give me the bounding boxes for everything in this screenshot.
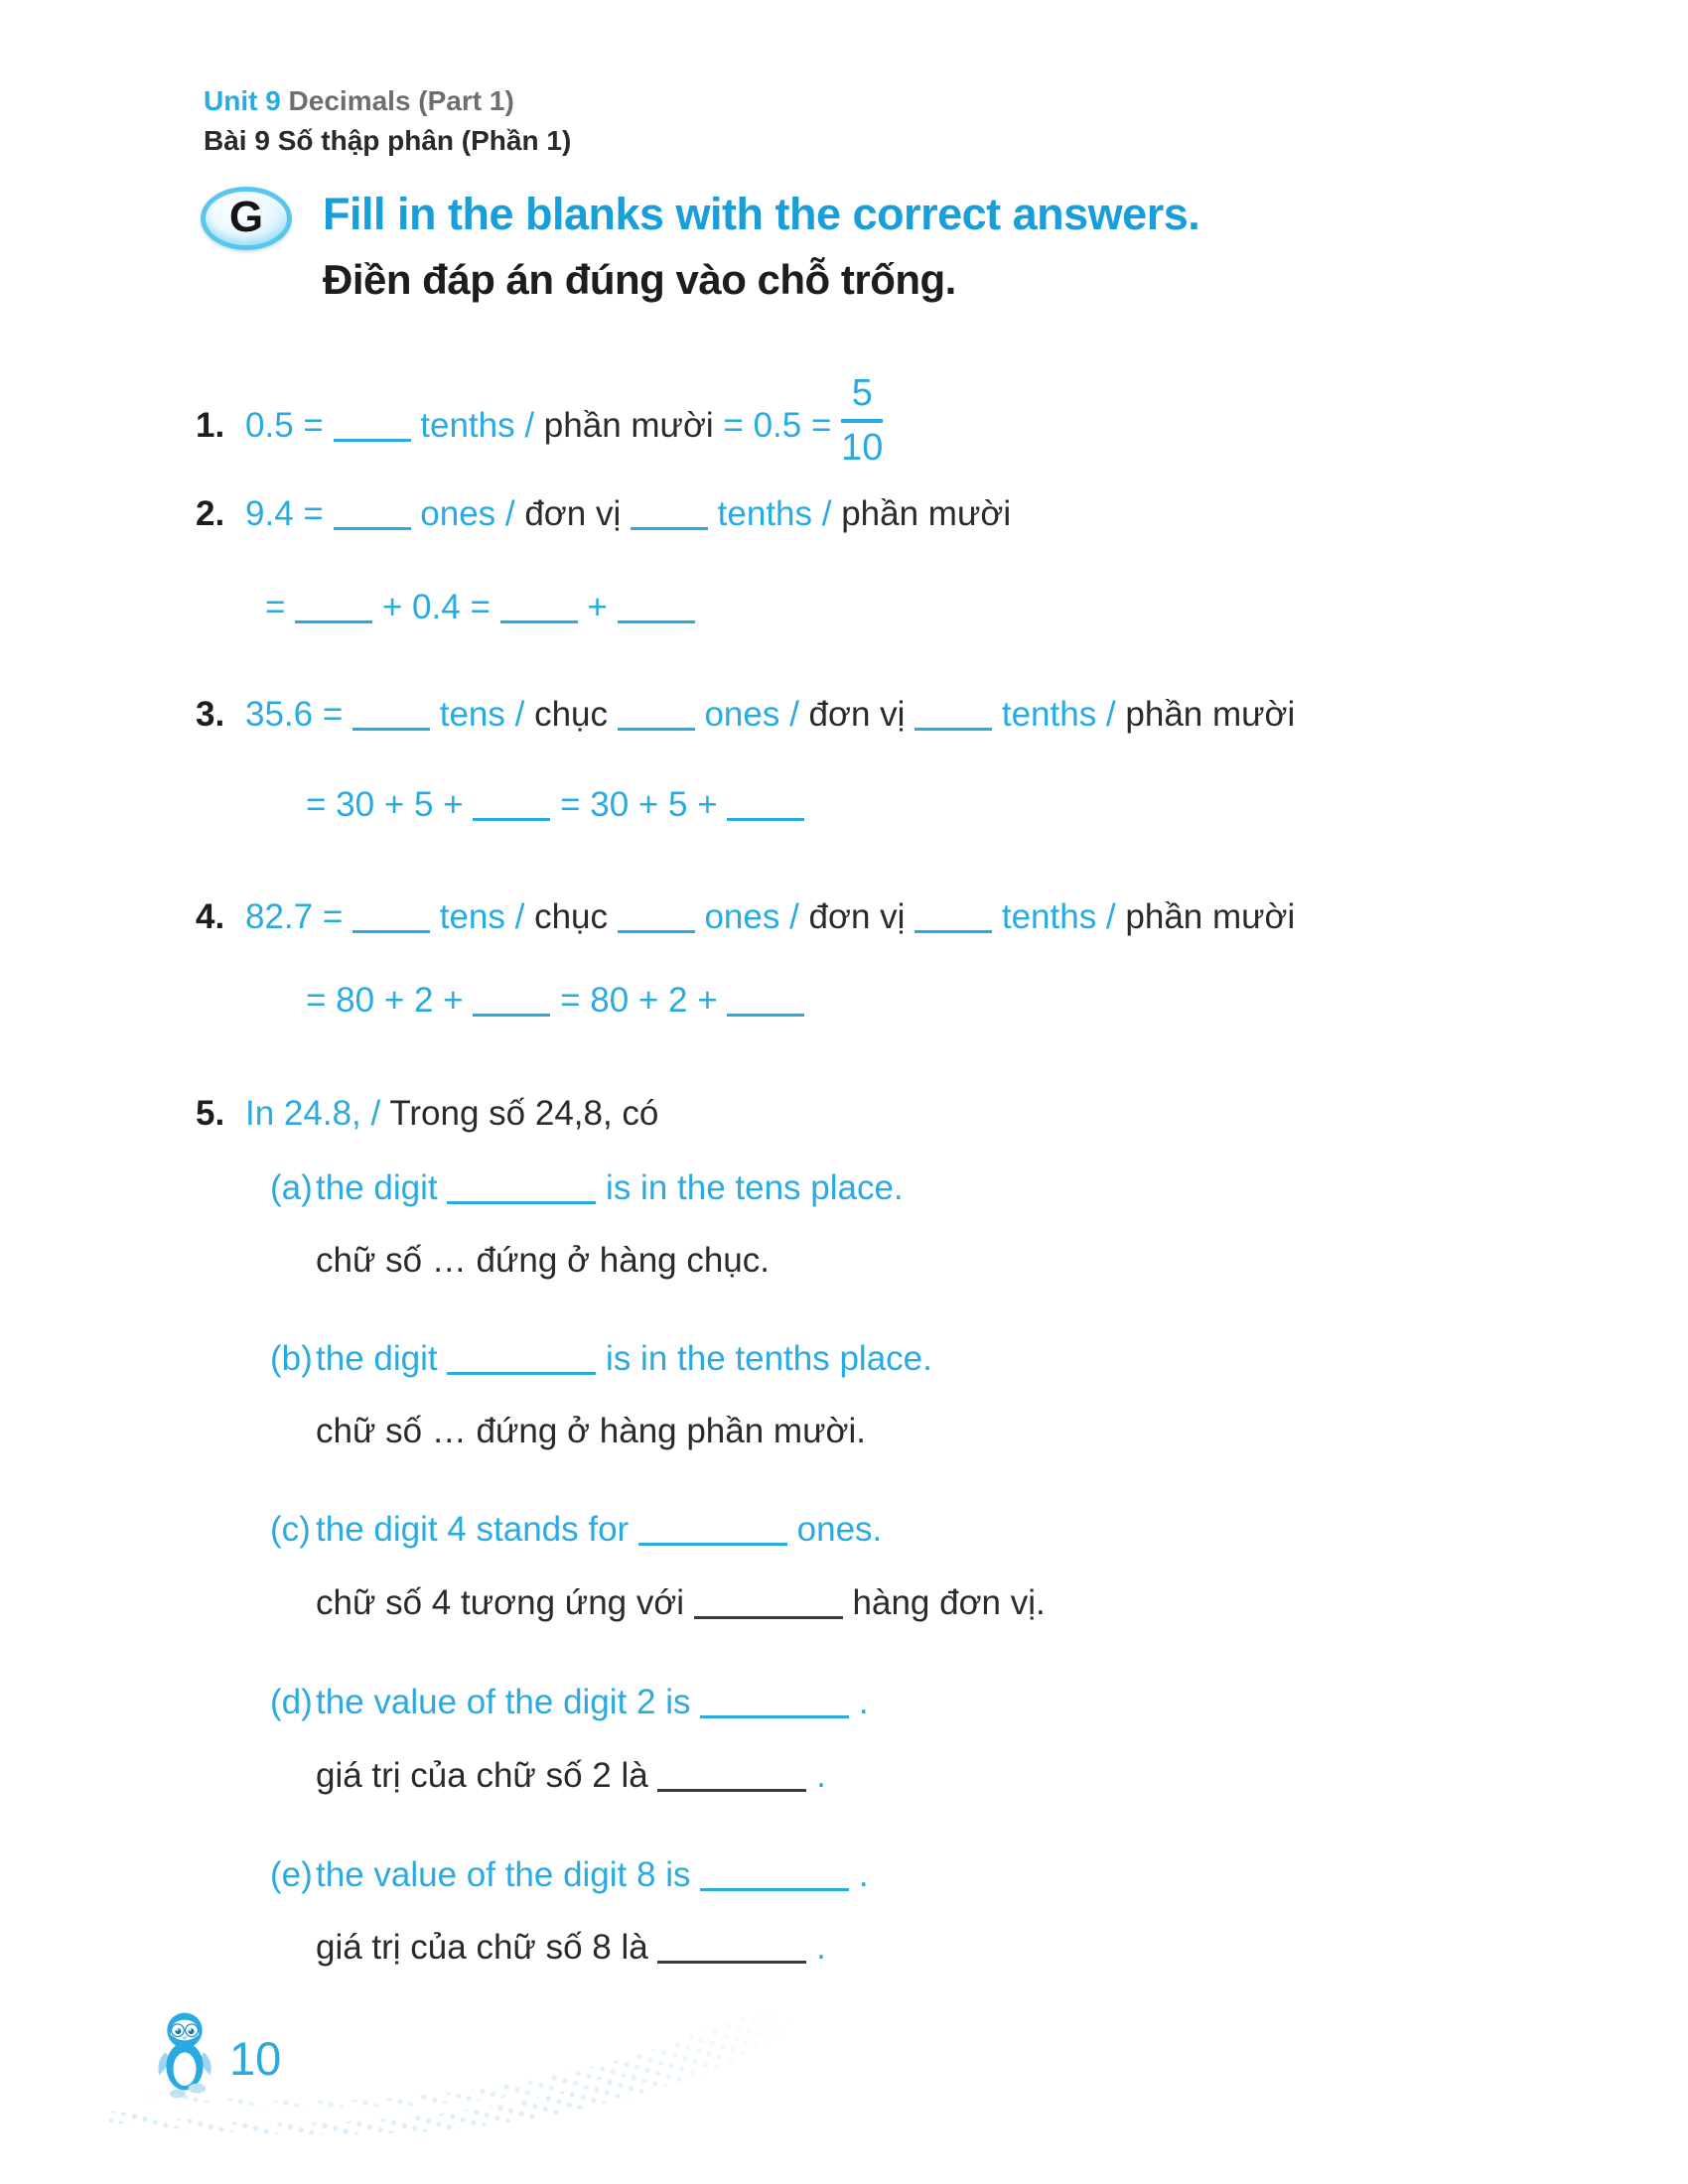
text-segment: phần mười xyxy=(841,494,1012,533)
item-text xyxy=(245,695,1295,734)
text-segment: Trong số 24,8, có xyxy=(389,1094,659,1133)
item-2-line-1 xyxy=(196,493,1011,534)
blank-line xyxy=(500,593,578,624)
subitem-e-english xyxy=(270,1854,869,1895)
subitem-label: (a) xyxy=(270,1168,313,1207)
blank-line xyxy=(657,1933,806,1965)
blank-line xyxy=(700,1860,849,1892)
blank-line xyxy=(727,986,804,1018)
blank-line xyxy=(334,410,411,442)
subitem-e-vietnamese xyxy=(316,1927,826,1968)
text-segment: the value of the digit 8 is xyxy=(316,1855,701,1894)
subitem-b-english xyxy=(270,1338,932,1379)
text-segment: hàng đơn vị. xyxy=(842,1583,1046,1622)
text-segment: giá trị của chữ số 2 là xyxy=(316,1756,658,1795)
section-badge-letter: G xyxy=(228,193,264,241)
blank-line xyxy=(447,1173,596,1205)
item-number: 2. xyxy=(196,494,225,533)
subitem-label: (b) xyxy=(270,1339,313,1378)
text-segment: . xyxy=(806,1756,826,1795)
blank-line xyxy=(473,790,550,822)
subitem-d-vietnamese xyxy=(316,1755,826,1796)
text-segment: tenths / xyxy=(707,494,842,533)
text-segment: đơn vị xyxy=(808,695,915,734)
blank-line xyxy=(473,986,550,1018)
text-segment: = 0.5 = xyxy=(723,405,842,445)
blank-line xyxy=(694,1588,843,1620)
text-segment: ones / xyxy=(694,695,809,734)
item-number: 3. xyxy=(196,695,225,734)
subitem-text xyxy=(316,1339,932,1378)
subitem-text xyxy=(316,1855,869,1894)
text-segment: chữ số … đứng ở hàng phần mười. xyxy=(316,1412,866,1450)
text-segment: chục xyxy=(534,695,618,734)
text-segment: 35.6 = xyxy=(245,695,353,734)
text-segment: the digit 4 stands for xyxy=(316,1510,638,1549)
text-segment: phần mười xyxy=(1125,695,1296,734)
blank-line xyxy=(295,593,372,624)
subitem-text xyxy=(316,1683,869,1721)
item-4-line-2 xyxy=(306,980,804,1021)
penguin-mascot-icon xyxy=(154,2009,215,2101)
subitem-b-vietnamese xyxy=(316,1411,866,1451)
blank-line xyxy=(727,790,804,822)
page-number: 10 xyxy=(229,2032,282,2085)
blank-line xyxy=(700,1688,849,1719)
section-title-english: Fill in the blanks with the correct answers. xyxy=(323,189,1200,239)
subitem-text xyxy=(316,1168,904,1207)
subitem-c-vietnamese xyxy=(316,1582,1046,1623)
text-segment: = xyxy=(265,588,296,626)
text-segment: đơn vị xyxy=(524,494,631,533)
blank-line xyxy=(914,700,992,732)
text-segment: = 30 + 5 + xyxy=(550,785,728,824)
section-title-vietnamese: Điền đáp án đúng vào chỗ trống. xyxy=(323,256,956,303)
text-segment: 0.5 = xyxy=(245,405,334,445)
text-segment: ones / xyxy=(694,897,809,936)
item-number: 1. xyxy=(196,405,225,445)
item-text xyxy=(245,494,1011,533)
subitem-text xyxy=(316,1510,882,1549)
text-segment: the digit xyxy=(316,1168,448,1207)
item-text xyxy=(245,897,1295,936)
text-segment: tenths / xyxy=(410,405,544,445)
text-segment: . xyxy=(849,1683,869,1721)
subitem-d-english xyxy=(270,1682,869,1722)
text-segment: is in the tens place. xyxy=(596,1168,904,1207)
text-segment: + xyxy=(577,588,618,626)
item-2-line-2 xyxy=(265,587,695,627)
text-segment: + 0.4 = xyxy=(372,588,500,626)
blank-line xyxy=(618,902,695,934)
text-segment: the digit xyxy=(316,1339,448,1378)
item-3-line-2 xyxy=(306,784,804,825)
section-badge-g xyxy=(201,187,292,250)
text-segment: chữ số … đứng ở hàng chục. xyxy=(316,1241,770,1280)
subitem-a-english xyxy=(270,1167,904,1208)
unit-label: Unit 9 xyxy=(204,85,281,116)
unit-title-line xyxy=(204,83,571,118)
text-segment: = 30 + 5 + xyxy=(306,785,474,824)
blank-line xyxy=(618,700,695,732)
unit-subtitle: Decimals (Part 1) xyxy=(280,85,514,116)
item-text xyxy=(245,1094,658,1133)
text-segment: tenths / xyxy=(992,695,1126,734)
lesson-title: Bài 9 Số thập phân (Phần 1) xyxy=(204,125,572,156)
item-1-line-1 xyxy=(196,372,884,475)
item-text xyxy=(245,372,884,469)
subitem-c-english xyxy=(270,1509,882,1550)
text-segment: is in the tenths place. xyxy=(596,1339,932,1378)
blank-line xyxy=(334,499,411,531)
text-segment: tenths / xyxy=(992,897,1126,936)
fraction-denominator: 10 xyxy=(841,427,884,469)
blank-line xyxy=(914,902,992,934)
blank-line xyxy=(447,1344,596,1376)
item-number: 4. xyxy=(196,897,225,936)
text-segment: tens / xyxy=(430,695,535,734)
text-segment: tens / xyxy=(430,897,535,936)
text-segment: chục xyxy=(534,897,618,936)
text-segment: chữ số 4 tương ứng với xyxy=(316,1583,694,1622)
text-segment: giá trị của chữ số 8 là xyxy=(316,1928,658,1967)
text-segment: 9.4 = xyxy=(245,494,334,533)
text-segment: ones. xyxy=(786,1510,883,1549)
subitem-a-vietnamese xyxy=(316,1240,770,1281)
item-4-line-1 xyxy=(196,896,1295,937)
blank-line xyxy=(631,499,708,531)
text-segment: phần mười xyxy=(1125,897,1296,936)
text-segment: phần mười xyxy=(543,405,724,445)
text-segment: đơn vị xyxy=(808,897,915,936)
blank-line xyxy=(638,1515,787,1547)
text-segment: 82.7 = xyxy=(245,897,353,936)
text-segment: . xyxy=(806,1928,826,1967)
subitem-label: (e) xyxy=(270,1855,313,1894)
subitem-label: (c) xyxy=(270,1510,311,1549)
fraction-numerator: 5 xyxy=(841,372,883,423)
text-segment: In 24.8, / xyxy=(245,1094,390,1133)
text-segment: the value of the digit 2 is xyxy=(316,1683,701,1721)
blank-line xyxy=(618,593,695,624)
page-header xyxy=(204,83,571,158)
text-segment: ones / xyxy=(410,494,525,533)
text-segment: = 80 + 2 + xyxy=(550,981,728,1020)
item-3-line-1 xyxy=(196,694,1295,735)
fraction xyxy=(841,372,883,467)
text-segment: . xyxy=(849,1855,869,1894)
item-5-intro xyxy=(196,1093,658,1134)
blank-line xyxy=(352,902,430,934)
subitem-label: (d) xyxy=(270,1683,313,1721)
blank-line xyxy=(352,700,430,732)
text-segment: = 80 + 2 + xyxy=(306,981,474,1020)
blank-line xyxy=(657,1761,806,1793)
item-number: 5. xyxy=(196,1094,225,1133)
